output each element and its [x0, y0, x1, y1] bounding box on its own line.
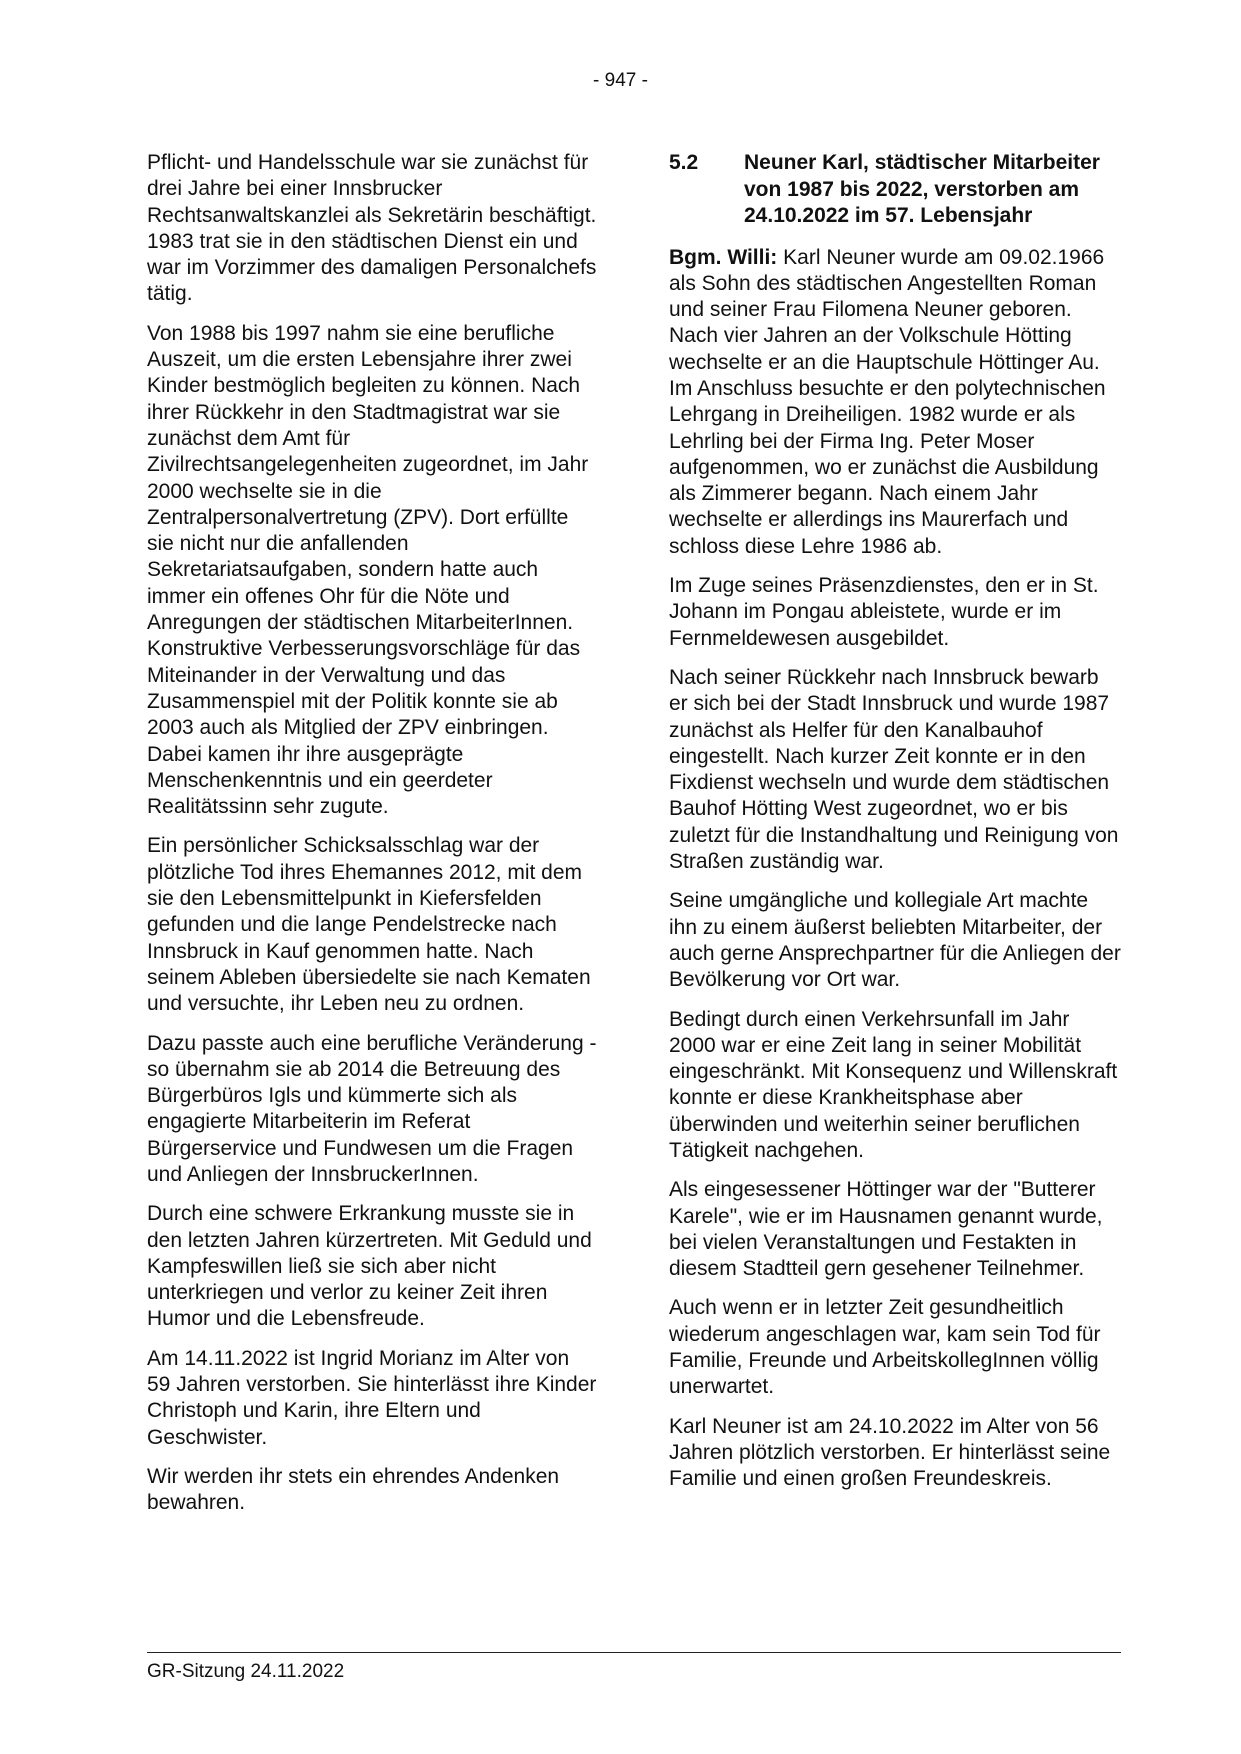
paragraph: Dazu passte auch eine berufliche Veränderung - so übernahm sie ab 2014 die Betreuung des Bürgerbüros Igls und kümmerte sich als engagierte Mitarbeiterin im Referat Bürgerservice und Fundwesen um die Fragen und Anliegen der InnsbruckerInnen. — [147, 1031, 597, 1186]
section-number: 5.2 — [669, 151, 699, 174]
left-column — [147, 150, 597, 1530]
paragraph: Ein persönlicher Schicksalsschlag war der plötzliche Tod ihres Ehemannes 2012, mit dem sie den Lebensmittelpunkt in Kiefersfelden gefunden und die lange Pendelstrecke nach Innsbruck in Kauf genommen hatte. Nach seinem Ableben übersiedelte sie nach Kematen und versuchte, ihr Leben neu zu ordnen. — [147, 834, 591, 1016]
paragraph: Seine umgängliche und kollegiale Art machte ihn zu einem äußerst beliebten Mitarbeiter, der auch gerne Ansprechpartner für die Anliegen der Bevölkerung vor Ort war. — [669, 889, 1121, 992]
paragraph: Als eingesessener Höttinger war der "Butterer Karele", wie er im Hausnamen genannt wurde, bei vielen Veranstaltungen und Festakten in diesem Stadtteil gern gesehener Teilnehmer. — [669, 1178, 1103, 1281]
paragraph: Karl Neuner ist am 24.10.2022 im Alter von 56 Jahren plötzlich verstorben. Er hinterlässt seine Familie und einen großen Freundeskreis. — [669, 1414, 1111, 1491]
footer-text: GR-Sitzung 24.11.2022 — [147, 1661, 345, 1682]
footer-divider — [147, 1652, 1121, 1653]
paragraph: Durch eine schwere Erkrankung musste sie in den letzten Jahren kürzertreten. Mit Geduld und Kampfeswillen ließ sie sich aber nicht unterkriegen und verlor zu keiner Zeit ihren Humor und die Lebensfreude. — [147, 1202, 592, 1331]
paragraph: Nach seiner Rückkehr nach Innsbruck bewarb er sich bei der Stadt Innsbruck und wurde 1987 zunächst als Helfer für den Kanalbauhof eingestellt. Nach kurzer Zeit konnte er in den Fixdienst wechseln und wurde dem städtischen Bauhof Hötting West zugeordnet, wo er bis zuletzt für die Instandhaltung und Reinigung von Straßen zuständig war. — [669, 665, 1119, 874]
section-title: Neuner Karl, städtischer Mitarbeiter von 1987 bis 2022, verstorben am 24.10.2022 im 57. Lebensjahr — [744, 151, 1100, 227]
right-column — [669, 150, 1121, 1506]
paragraph: Am 14.11.2022 ist Ingrid Morianz im Alter von 59 Jahren verstorben. Sie hinterlässt ihre Kinder Christoph und Karin, ihre Eltern und Geschwister. — [147, 1346, 597, 1449]
intro-paragraph — [669, 245, 1121, 561]
paragraph: Wir werden ihr stets ein ehrendes Andenken bewahren. — [147, 1464, 560, 1515]
paragraph: Pflicht- und Handelsschule war sie zunächst für drei Jahre bei einer Innsbrucker Rechtsanwaltskanzlei als Sekretärin beschäftigt. 1983 trat sie in den städtischen Dienst ein und war im Vorzimmer des damaligen Personalchefs tätig. — [147, 151, 597, 306]
section-heading — [669, 150, 1121, 230]
intro-text: Karl Neuner wurde am 09.02.1966 als Sohn des städtischen Angestellten Roman und seiner Frau Filomena Neuner geboren. Nach vier Jahren an der Volkschule Hötting wechselte er an die Hauptschule Höttinger Au. Im Anschluss besuchte er den polytechnischen Lehrgang in Dreiheiligen. 1982 wurde er als Lehrling bei der Firma Ing. Peter Moser aufgenommen, wo er zunächst die Ausbildung als Zimmerer begann. Nach einem Jahr wechselte er allerdings ins Maurerfach und schloss diese Lehre 1986 ab. — [669, 245, 1106, 558]
paragraph: Von 1988 bis 1997 nahm sie eine berufliche Auszeit, um die ersten Lebensjahre ihrer zwei Kinder bestmöglich begleiten zu können. Nach ihrer Rückkehr in den Stadtmagistrat war sie zunächst dem Amt für Zivilrechtsangelegenheiten zugeordnet, im Jahr 2000 wechselte sie in die Zentralpersonalvertretung (ZPV). Dort erfüllte sie nicht nur die anfallenden Sekretariatsaufgaben, sondern hatte auch immer ein offenes Ohr für die Nöte und Anregungen der städtischen MitarbeiterInnen. Konstruktive Verbesserungsvorschläge für das Miteinander in der Verwaltung und das Zusammenspiel mit der Politik konnte sie ab 2003 auch als Mitglied der ZPV einbringen. Dabei kamen ihr ihre ausgeprägte Menschenkenntnis und ein geerdeter Realitätssinn sehr zugute. — [147, 321, 589, 819]
paragraph: Bedingt durch einen Verkehrsunfall im Jahr 2000 war er eine Zeit lang in seiner Mobilität eingeschränkt. Mit Konsequenz und Willenskraft konnte er diese Krankheitsphase aber überwinden und weiterhin seiner beruflichen Tätigkeit nachgehen. — [669, 1007, 1118, 1162]
page-number: - 947 - — [593, 70, 648, 91]
paragraph: Im Zuge seines Präsenzdienstes, den er in St. Johann im Pongau ableistete, wurde er im Fernmeldewesen ausgebildet. — [669, 574, 1099, 650]
paragraph: Auch wenn er in letzter Zeit gesundheitlich wiederum angeschlagen war, kam sein Tod für Familie, Freunde und ArbeitskollegInnen völlig unerwartet. — [669, 1296, 1101, 1399]
speaker-label: Bgm. Willi: — [669, 245, 778, 269]
